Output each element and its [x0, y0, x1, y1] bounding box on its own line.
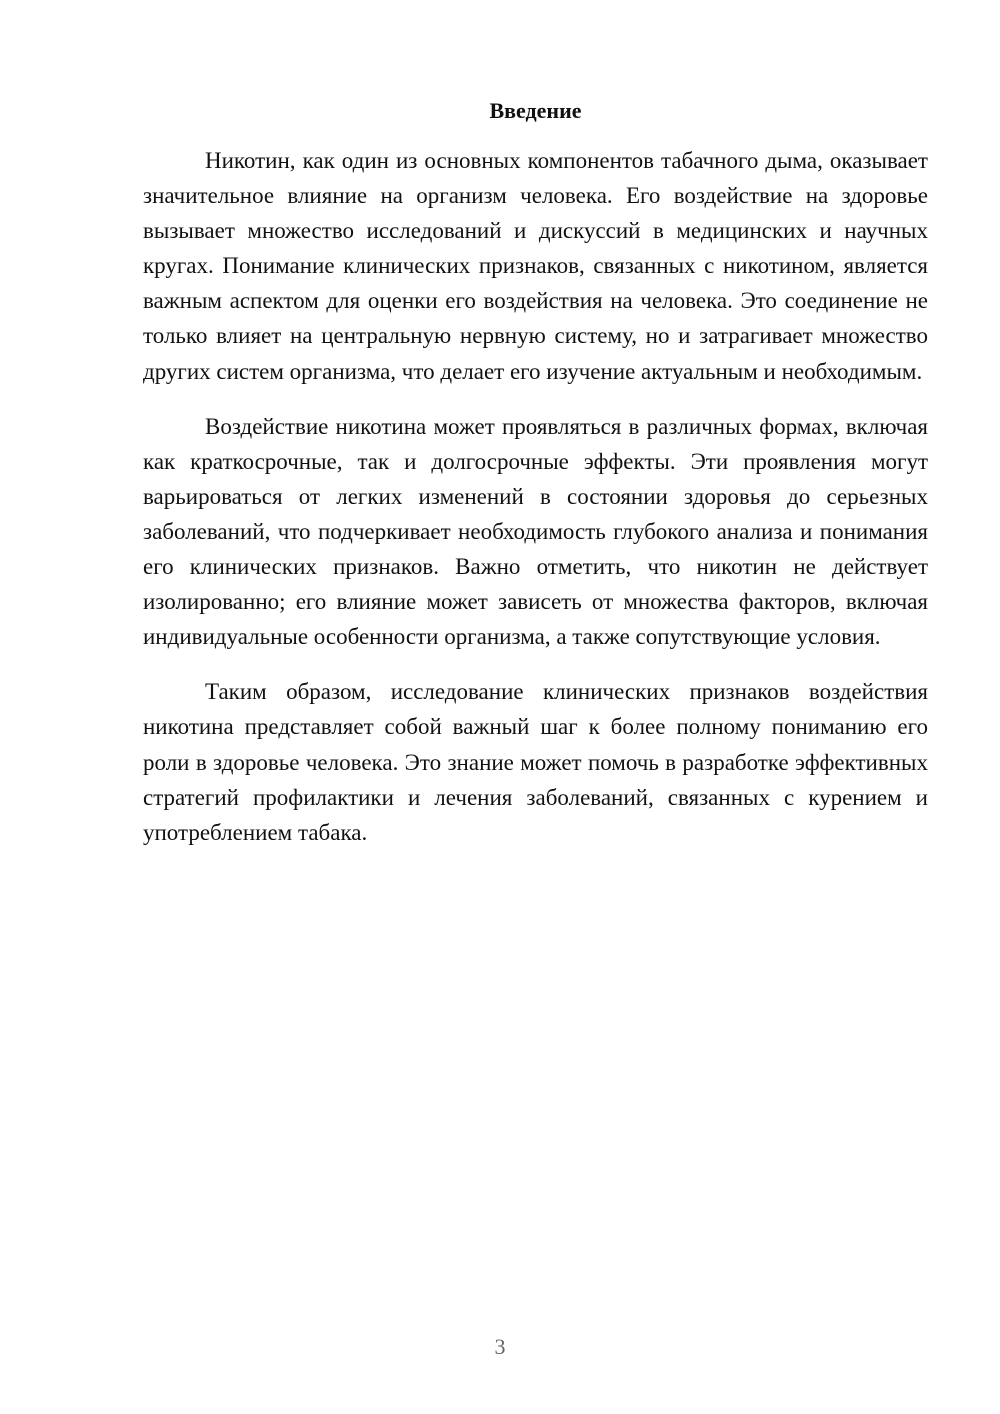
paragraph-1: Никотин, как один из основных компонентов табачного дыма, оказывает значительное влияние на организм человека. Его воздействие на здоровье вызывает множество исследований и дискуссий в медицинских и научных кругах. Понимание клинических признаков, связанных с никотином, является важным аспектом для оценки его воздействия на человека. Это соединение не только влияет на центральную нервную систему, но и затрагивает множество других систем организма, что делает его изучение актуальным и необходимым.: [143, 148, 928, 384]
paragraph-3: Таким образом, исследование клинических признаков воздействия никотина представляет собой важный шаг к более полному пониманию его роли в здоровье человека. Это знание может помочь в разработке эффективных стратегий профилактики и лечения заболеваний, связанных с курением и употреблением табака.: [143, 679, 928, 845]
page-number: 3: [494, 1334, 506, 1359]
section-heading: Введение: [489, 98, 582, 123]
paragraph-2: Воздействие никотина может проявляться в различных формах, включая как краткосрочные, так и долгосрочные эффекты. Эти проявления могут варьироваться от легких изменений в состоянии здоровья до серьезных заболеваний, что подчеркивает необходимость глубокого анализа и понимания его клинических признаков. Важно отметить, что никотин не действует изолированно; его влияние может зависеть от множества факторов, включая индивидуальные особенности организма, а также сопутствующие условия.: [143, 413, 928, 650]
page-content: [143, 96, 928, 870]
